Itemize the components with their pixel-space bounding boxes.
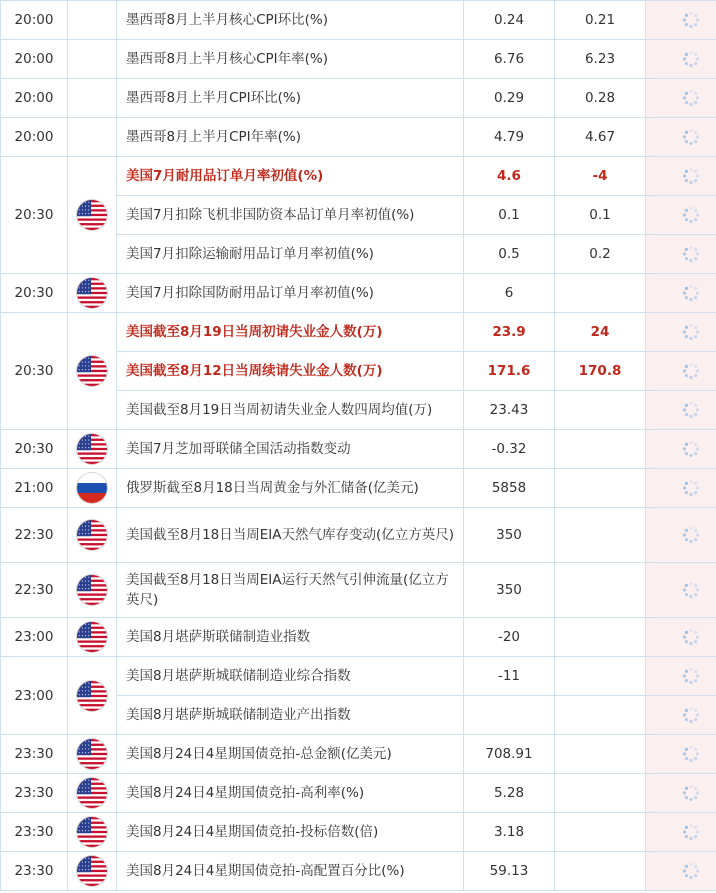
loading-spinner-icon bbox=[681, 244, 701, 264]
flag-cell bbox=[68, 735, 117, 774]
loading-cell bbox=[646, 508, 716, 563]
loading-spinner-icon bbox=[681, 783, 701, 803]
actual-value: 23.9 bbox=[464, 313, 555, 352]
flag-cell bbox=[68, 274, 117, 313]
event-time: 20:30 bbox=[1, 430, 68, 469]
loading-spinner-icon bbox=[681, 10, 701, 30]
event-time: 20:00 bbox=[1, 40, 68, 79]
loading-cell bbox=[646, 235, 716, 274]
loading-cell bbox=[646, 118, 716, 157]
event-name: 美国7月扣除飞机非国防资本品订单月率初值(%) bbox=[117, 196, 464, 235]
event-time: 23:30 bbox=[1, 735, 68, 774]
actual-value: 350 bbox=[464, 508, 555, 563]
event-name: 美国截至8月12日当周续请失业金人数(万) bbox=[117, 352, 464, 391]
actual-value: 59.13 bbox=[464, 852, 555, 891]
actual-value: 5858 bbox=[464, 469, 555, 508]
event-name: 美国8月堪萨斯联储制造业指数 bbox=[117, 618, 464, 657]
actual-value: 0.5 bbox=[464, 235, 555, 274]
previous-value: 6.23 bbox=[555, 40, 646, 79]
us-flag-icon bbox=[77, 856, 107, 886]
event-name: 美国截至8月19日当周初请失业金人数(万) bbox=[117, 313, 464, 352]
loading-cell bbox=[646, 469, 716, 508]
event-time: 20:30 bbox=[1, 274, 68, 313]
flag-cell bbox=[68, 313, 117, 430]
event-time: 23:30 bbox=[1, 813, 68, 852]
table-row bbox=[1, 813, 716, 852]
event-name: 俄罗斯截至8月18日当周黄金与外汇储备(亿美元) bbox=[117, 469, 464, 508]
loading-spinner-icon bbox=[681, 361, 701, 381]
table-row bbox=[1, 657, 716, 696]
us-flag-icon bbox=[77, 278, 107, 308]
loading-spinner-icon bbox=[681, 861, 701, 881]
actual-value: 350 bbox=[464, 563, 555, 618]
loading-cell bbox=[646, 618, 716, 657]
flag-cell bbox=[68, 852, 117, 891]
previous-value bbox=[555, 774, 646, 813]
us-flag-icon bbox=[77, 575, 107, 605]
table-row bbox=[1, 157, 716, 196]
actual-value: -11 bbox=[464, 657, 555, 696]
previous-value bbox=[555, 657, 646, 696]
loading-cell bbox=[646, 774, 716, 813]
loading-cell bbox=[646, 40, 716, 79]
loading-spinner-icon bbox=[681, 627, 701, 647]
flag-cell bbox=[68, 657, 117, 735]
actual-value: 3.18 bbox=[464, 813, 555, 852]
loading-spinner-icon bbox=[681, 49, 701, 69]
loading-spinner-icon bbox=[681, 400, 701, 420]
table-row bbox=[1, 563, 716, 618]
event-time: 23:30 bbox=[1, 774, 68, 813]
loading-cell bbox=[646, 352, 716, 391]
previous-value: -4 bbox=[555, 157, 646, 196]
table-row bbox=[1, 430, 716, 469]
actual-value: -0.32 bbox=[464, 430, 555, 469]
previous-value bbox=[555, 391, 646, 430]
loading-cell bbox=[646, 430, 716, 469]
us-flag-icon bbox=[77, 200, 107, 230]
event-time: 20:30 bbox=[1, 157, 68, 274]
event-name: 美国截至8月19日当周初请失业金人数四周均值(万) bbox=[117, 391, 464, 430]
table-row bbox=[1, 118, 716, 157]
actual-value: 4.6 bbox=[464, 157, 555, 196]
event-name: 美国7月芝加哥联储全国活动指数变动 bbox=[117, 430, 464, 469]
previous-value: 0.1 bbox=[555, 196, 646, 235]
previous-value bbox=[555, 274, 646, 313]
event-name: 美国7月扣除国防耐用品订单月率初值(%) bbox=[117, 274, 464, 313]
loading-cell bbox=[646, 1, 716, 40]
loading-spinner-icon bbox=[681, 705, 701, 725]
event-time: 22:30 bbox=[1, 508, 68, 563]
event-name: 美国8月24日4星期国债竞拍-总金额(亿美元) bbox=[117, 735, 464, 774]
table-row bbox=[1, 469, 716, 508]
event-time: 21:00 bbox=[1, 469, 68, 508]
event-time: 23:00 bbox=[1, 618, 68, 657]
loading-cell bbox=[646, 657, 716, 696]
loading-spinner-icon bbox=[681, 822, 701, 842]
previous-value: 24 bbox=[555, 313, 646, 352]
previous-value: 4.67 bbox=[555, 118, 646, 157]
table-row bbox=[1, 1, 716, 40]
loading-spinner-icon bbox=[681, 478, 701, 498]
actual-value: 0.1 bbox=[464, 196, 555, 235]
loading-cell bbox=[646, 696, 716, 735]
previous-value bbox=[555, 430, 646, 469]
table-row bbox=[1, 618, 716, 657]
us-flag-icon bbox=[77, 622, 107, 652]
table-row bbox=[1, 313, 716, 352]
previous-value bbox=[555, 469, 646, 508]
event-name: 美国8月堪萨斯城联储制造业综合指数 bbox=[117, 657, 464, 696]
actual-value: 6 bbox=[464, 274, 555, 313]
event-time: 20:00 bbox=[1, 118, 68, 157]
loading-cell bbox=[646, 813, 716, 852]
us-flag-icon bbox=[77, 681, 107, 711]
previous-value bbox=[555, 508, 646, 563]
event-name: 美国截至8月18日当周EIA天然气库存变动(亿立方英尺) bbox=[117, 508, 464, 563]
actual-value: 4.79 bbox=[464, 118, 555, 157]
us-flag-icon bbox=[77, 778, 107, 808]
loading-cell bbox=[646, 735, 716, 774]
previous-value: 0.2 bbox=[555, 235, 646, 274]
loading-spinner-icon bbox=[681, 283, 701, 303]
actual-value: 0.24 bbox=[464, 1, 555, 40]
previous-value bbox=[555, 563, 646, 618]
event-name: 美国截至8月18日当周EIA运行天然气引伸流量(亿立方英尺) bbox=[117, 563, 464, 618]
flag-cell bbox=[68, 508, 117, 563]
previous-value: 0.21 bbox=[555, 1, 646, 40]
previous-value bbox=[555, 813, 646, 852]
flag-cell bbox=[68, 563, 117, 618]
actual-value bbox=[464, 696, 555, 735]
loading-spinner-icon bbox=[681, 580, 701, 600]
event-name: 美国8月24日4星期国债竞拍-高利率(%) bbox=[117, 774, 464, 813]
loading-spinner-icon bbox=[681, 88, 701, 108]
actual-value: 6.76 bbox=[464, 40, 555, 79]
event-name: 美国8月24日4星期国债竞拍-投标倍数(倍) bbox=[117, 813, 464, 852]
loading-cell bbox=[646, 274, 716, 313]
event-time: 20:00 bbox=[1, 1, 68, 40]
event-name: 美国7月耐用品订单月率初值(%) bbox=[117, 157, 464, 196]
actual-value: -20 bbox=[464, 618, 555, 657]
us-flag-icon bbox=[77, 434, 107, 464]
event-time: 20:30 bbox=[1, 313, 68, 430]
table-row bbox=[1, 40, 716, 79]
flag-cell bbox=[68, 469, 117, 508]
previous-value bbox=[555, 696, 646, 735]
loading-cell bbox=[646, 313, 716, 352]
previous-value bbox=[555, 852, 646, 891]
loading-spinner-icon bbox=[681, 744, 701, 764]
us-flag-icon bbox=[77, 817, 107, 847]
event-time: 23:00 bbox=[1, 657, 68, 735]
table-row bbox=[1, 735, 716, 774]
actual-value: 5.28 bbox=[464, 774, 555, 813]
us-flag-icon bbox=[77, 520, 107, 550]
actual-value: 708.91 bbox=[464, 735, 555, 774]
flag-cell bbox=[68, 430, 117, 469]
loading-cell bbox=[646, 563, 716, 618]
flag-cell bbox=[68, 774, 117, 813]
loading-cell bbox=[646, 852, 716, 891]
us-flag-icon bbox=[77, 356, 107, 386]
loading-spinner-icon bbox=[681, 127, 701, 147]
event-name: 墨西哥8月上半月CPI年率(%) bbox=[117, 118, 464, 157]
table-row bbox=[1, 774, 716, 813]
flag-cell-empty bbox=[68, 79, 117, 118]
table-row bbox=[1, 852, 716, 891]
loading-cell bbox=[646, 196, 716, 235]
previous-value bbox=[555, 735, 646, 774]
event-time: 22:30 bbox=[1, 563, 68, 618]
loading-spinner-icon bbox=[681, 322, 701, 342]
previous-value: 0.28 bbox=[555, 79, 646, 118]
event-name: 美国7月扣除运输耐用品订单月率初值(%) bbox=[117, 235, 464, 274]
loading-spinner-icon bbox=[681, 525, 701, 545]
russia-flag-icon bbox=[77, 473, 107, 503]
event-name: 墨西哥8月上半月CPI环比(%) bbox=[117, 79, 464, 118]
table-row bbox=[1, 274, 716, 313]
loading-spinner-icon bbox=[681, 666, 701, 686]
flag-cell-empty bbox=[68, 1, 117, 40]
event-time: 20:00 bbox=[1, 79, 68, 118]
table-row bbox=[1, 79, 716, 118]
loading-cell bbox=[646, 79, 716, 118]
flag-cell bbox=[68, 618, 117, 657]
actual-value: 171.6 bbox=[464, 352, 555, 391]
event-time: 23:30 bbox=[1, 852, 68, 891]
event-name: 墨西哥8月上半月核心CPI年率(%) bbox=[117, 40, 464, 79]
actual-value: 23.43 bbox=[464, 391, 555, 430]
loading-spinner-icon bbox=[681, 439, 701, 459]
actual-value: 0.29 bbox=[464, 79, 555, 118]
loading-spinner-icon bbox=[681, 166, 701, 186]
event-name: 美国8月24日4星期国债竞拍-高配置百分比(%) bbox=[117, 852, 464, 891]
us-flag-icon bbox=[77, 739, 107, 769]
previous-value bbox=[555, 618, 646, 657]
table-row bbox=[1, 508, 716, 563]
flag-cell-empty bbox=[68, 118, 117, 157]
loading-cell bbox=[646, 157, 716, 196]
loading-cell bbox=[646, 391, 716, 430]
previous-value: 170.8 bbox=[555, 352, 646, 391]
loading-spinner-icon bbox=[681, 205, 701, 225]
flag-cell bbox=[68, 157, 117, 274]
flag-cell bbox=[68, 813, 117, 852]
event-name: 美国8月堪萨斯城联储制造业产出指数 bbox=[117, 696, 464, 735]
flag-cell-empty bbox=[68, 40, 117, 79]
event-name: 墨西哥8月上半月核心CPI环比(%) bbox=[117, 1, 464, 40]
